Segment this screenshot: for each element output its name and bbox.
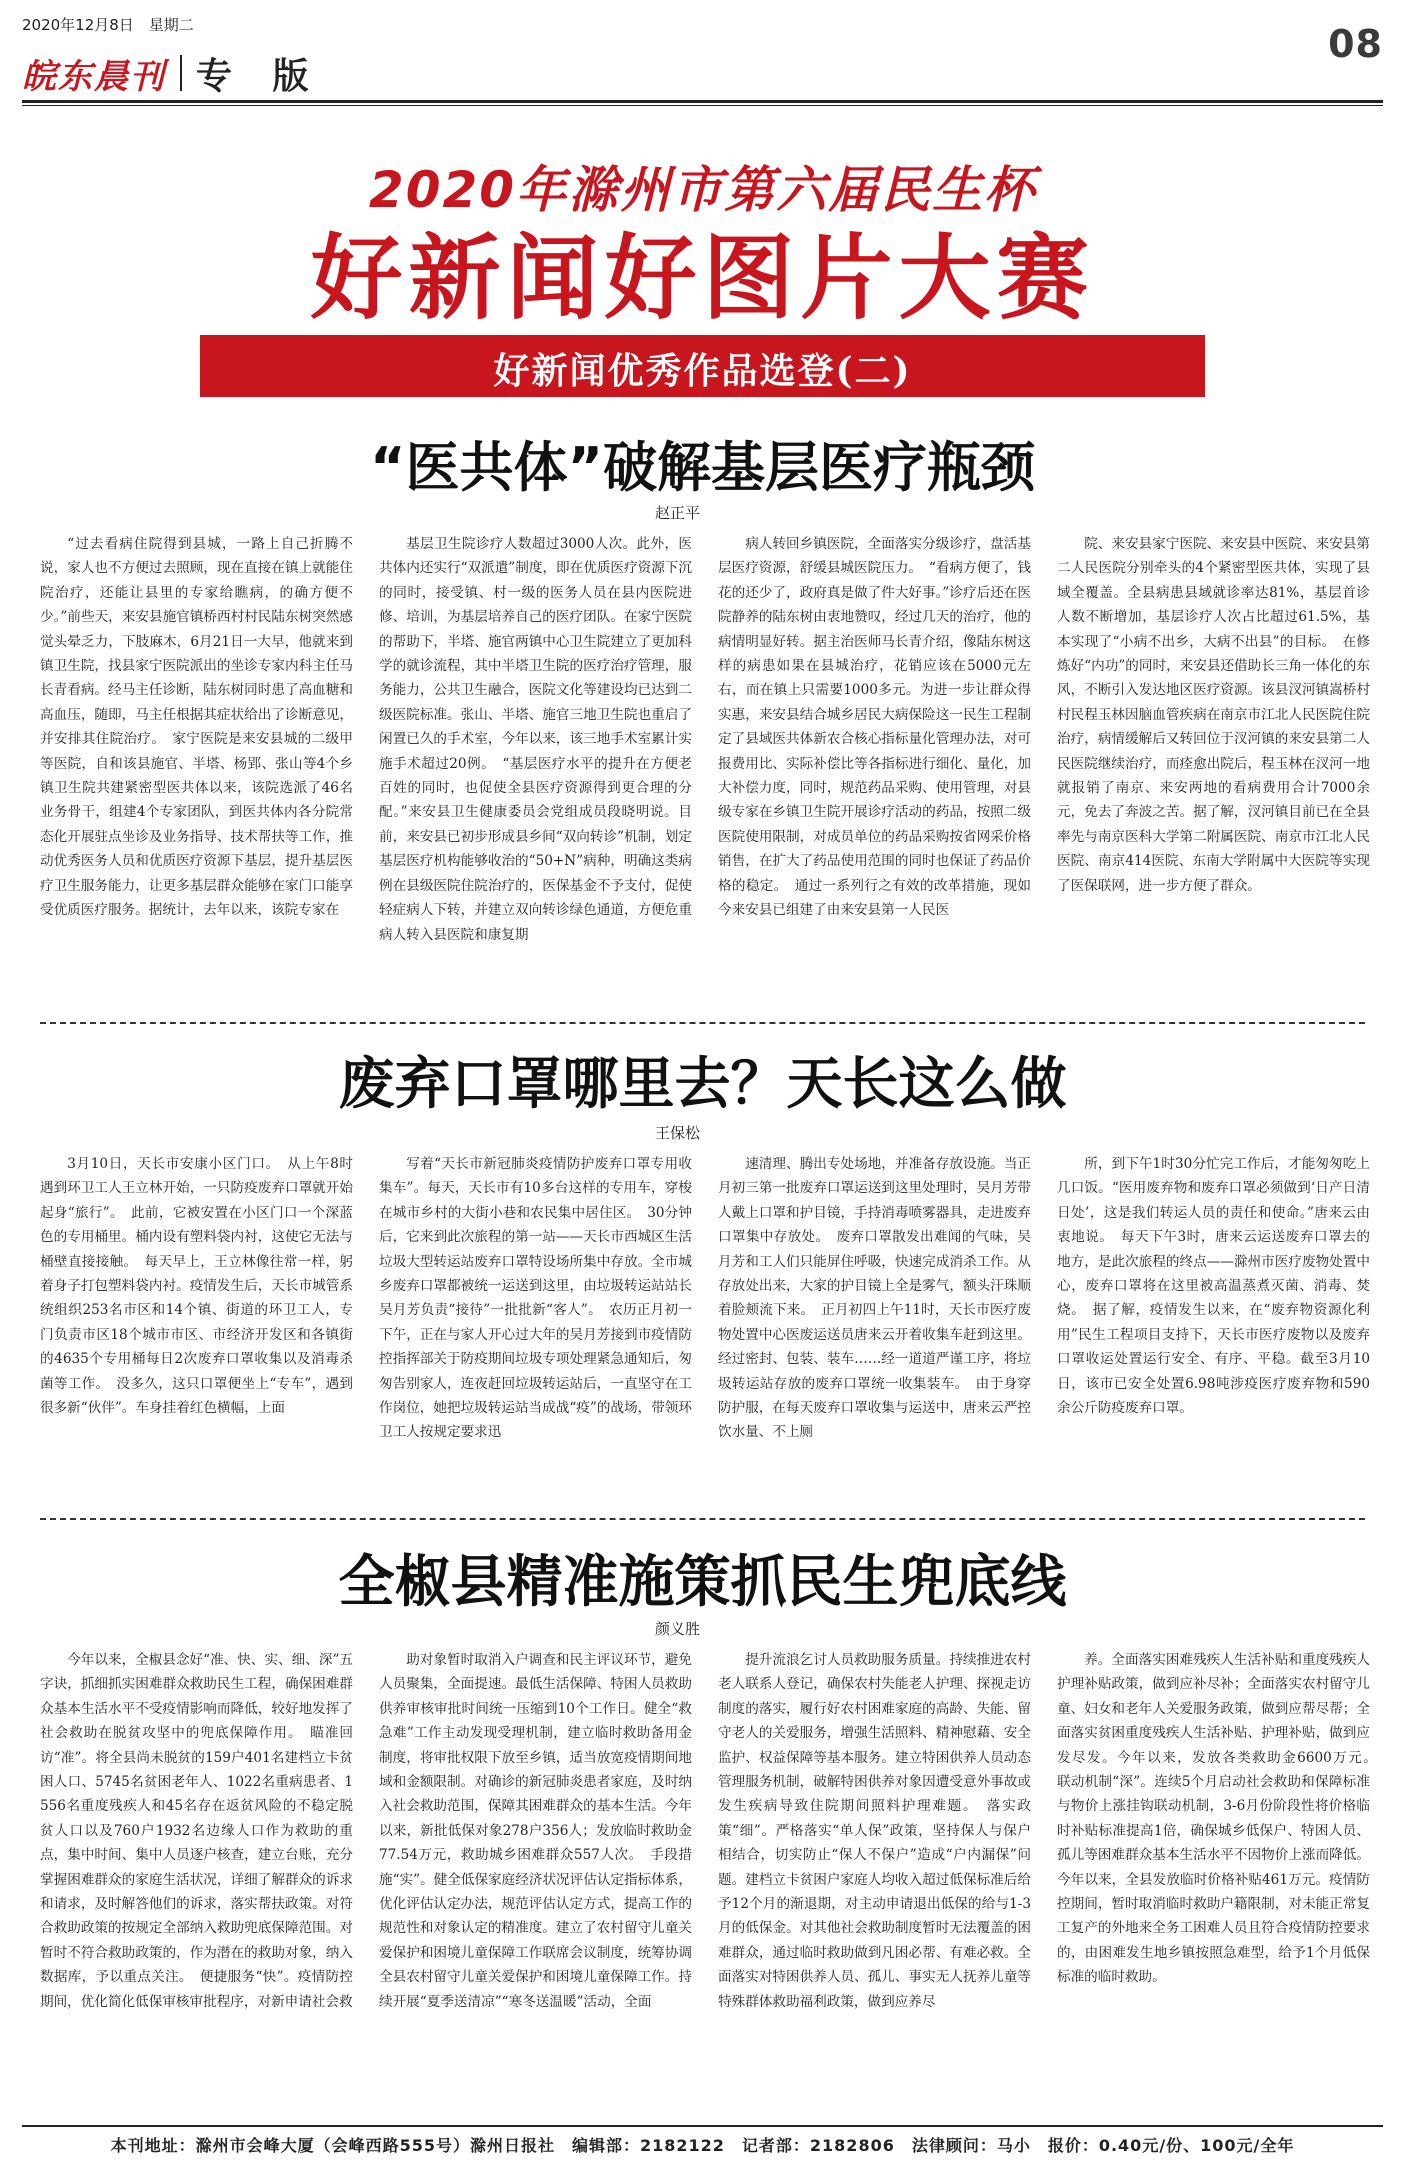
banner-line2: 好新闻好图片大赛 xyxy=(310,225,1095,332)
article-2-author: 王保松 xyxy=(654,1124,700,1142)
page-number: 08 xyxy=(1328,22,1383,66)
issue-date: 2020年12月8日 星期二 xyxy=(22,16,194,34)
article-3-column: 今年以来，全椒县念好“准、快、实、细、深”五字诀，抓细抓实困难群众救助民生工程，确保困难群众基本生活水平不受疫情影响而降低，较好地发挥了社会救助在脱贫攻坚中的兜底保障作用。 瞄准回访“准”。将全县尚未脱贫的159户401名建档立卡贫困人口、5745名贫困老年人、1022名重病患者、1556名重度残疾人和45名存在返贫风险的不稳定脱贫人口以及760户1932名边缘人口作为救助的重点，集中时间、集中人员逐户核查，建立台账，充分掌握困难群众的家庭生活状况，详细了解群众的诉求和请求，及时解答他们的诉求，落实帮扶政策。对符合救助政策的按规定全部纳入救助兜底保障范围。对暂时不符合救助政策的，作为潜在的救助对象，纳入数据库，予以重点关注。 便捷服务“快”。疫情防控期间，优化简化低保审核审批程序，对新申请社会救 xyxy=(40,1652,353,2010)
article-3-title: 全椒县精准施策抓民生兜底线 xyxy=(338,1550,1067,1615)
contest-banner xyxy=(200,150,1205,332)
article-3-column: 提升流浪乞讨人员救助服务质量。持续推进农村老人联系人登记，确保农村失能老人护理、探视走访制度的落实，履行好农村困难家庭的高龄、失能、留守老人的关爱服务，增强生活照料、精神慰藉、安全监护、权益保障等基本服务。建立特困供养人员动态管理服务机制，破解特困供养对象因遭受意外事故或发生疾病导致住院期间照料护理难题。 落实政策“细”。严格落实“单人保”政策，坚持保人与保户相结合，切实防止“保人不保户”造成“户内漏保”问题。建档立卡贫困户家庭人均收入超过低保标准后给予12个月的渐退期，对主动申请退出低保的给与1-3月的低保金。对其他社会救助制度暂时无法覆盖的困难群众，通过临时救助做到凡困必帮、有难必救。全面落实对特困供养人员、孤儿、事实无人抚养儿童等特殊群体救助福利政策，做到应养尽 xyxy=(718,1652,1031,2010)
article-2-column: 所，到下午1时30分忙完工作后，才能匆匆吃上几口饭。“医用废弃物和废弃口罩必须做到‘日产日清日处’，这是我们转运人员的责任和使命。”唐来云由衷地说。 每天下午3时，唐来云运送废弃口罩去的地方，是此次旅程的终点——滁州市医疗废物处置中心，废弃口罩将在这里被高温蒸煮灭菌、消毒、焚烧。 据了解，疫情发生以来，在“废弃物资源化利用”民生工程项目支持下，天长市医疗废物以及废弃口罩收运处置运行安全、有序、平稳。截至3月10日，该市已安全处置6.98吨涉疫医疗废弃物和590余公斤防疫废弃口罩。 xyxy=(1057,1156,1370,1417)
article-2-column: 3月10日，天长市安康小区门口。 从上午8时遇到环卫工人王立林开始，一只防疫废弃口罩就开始起身“旅行”。 此前，它被安置在小区门口一个深蓝色的专用桶里。桶内设有塑料袋内衬，这使它无法与桶壁直接接触。 每天早上，王立林像往常一样，躬着身子打包塑料袋内衬。疫情发生后，天长市城管系统组织253名市区和14个镇、街道的环卫工人，专门负责市区18个城市市区、市经济开发区和各镇街的4635个专用桶每日2次废弃口罩收集以及消毒杀菌等工作。 没多久，这只口罩便坐上“专车”，遇到很多新“伙伴”。车身挂着红色横幅，上面 xyxy=(40,1156,353,1417)
masthead-divider xyxy=(180,55,182,91)
banner-line1: 2020年滁州市第六届民生杯 xyxy=(368,161,1037,219)
article-3-column: 助对象暂时取消入户调查和民主评议环节，避免人员聚集，全面提速。最低生活保障、特困人员救助供养审核审批时间统一压缩到10个工作日。健全“救急难”工作主动发现受理机制，建立临时救助备用金制度，将审批权限下放至乡镇，适当放宽疫情期间地域和金额限制。对确诊的新冠肺炎患者家庭，及时纳入社会救助范围，保障其困难群众的基本生活。今年以来，新批低保对象278户356人；发放临时救助金77.54万元，救助城乡困难群众557人次。 手段措施“实”。健全低保家庭经济状况评估认定指标体系，优化评估认定办法，规范评估认定方式，提高工作的规范性和对象认定的精准度。建立了农村留守儿童关爱保护和困境儿童保障工作联席会议制度，统筹协调全县农村留守儿童关爱保护和困境儿童保障工作。持续开展“夏季送清凉”“寒冬送温暖”活动，全面 xyxy=(379,1652,692,2010)
article-3-column: 养。全面落实困难残疾人生活补贴和重度残疾人护理补贴政策，做到应补尽补；全面落实农村留守儿童、妇女和老年人关爱服务政策，做到应帮尽帮；全面落实贫困重度残疾人生活补贴、护理补贴，做到应发尽发。今年以来，发放各类救助金6600万元。 联动机制“深”。连续5个月启动社会救助和保障标准与物价上涨挂钩联动机制，3-6月份阶段性将价格临时补贴标准提高1倍，确保城乡低保户、特困人员、孤儿等困难群众基本生活水平不因物价上涨而降低。今年以来，全县发放临时价格补贴461万元。疫情防控期间，暂时取消临时救助户籍限制，对未能正常复工复产的外地来全务工困难人员且符合疫情防控要求的，由困难发生地乡镇按照急难型，给予1个月低保标准的临时救助。 xyxy=(1057,1652,1384,1986)
masthead xyxy=(22,48,323,98)
article-3-body xyxy=(40,1648,1384,2114)
article-3-author: 颜义胜 xyxy=(654,1620,700,1638)
banner-subtitle-strip xyxy=(200,335,1205,397)
article-1-column: “过去看病住院得到县城，一路上自己折腾不说，家人也不方便过去照顾，现在直接在镇上就能住院治疗，还能让县里的专家给瞧病，的确方便不少。”前些天，来安县施官镇桥西村村民陆东树突然感觉头晕乏力，下肢麻木，6月21日一大早，他就来到镇卫生院，找县家宁医院派出的坐诊专家内科主任马长青看病。经马主任诊断，陆东树同时患了高血糖和高血压，随即，马主任根据其症状给出了诊断意见，并安排其住院治疗。 家宁医院是来安县城的二级甲等医院，自和该县施官、半塔、杨郢、张山等4个乡镇卫生院共建紧密型医共体以来，该院选派了46名业务骨干，组建4个专家团队，到医共体内各分院常态化开展驻点坐诊及业务指导、技术帮扶等工作，推动优秀医务人员和优质医疗资源下基层，提升基层医疗卫生服务能力，让更多基层群众能够在家门口能享受优质医疗服务。据统计，去年以来，该院专家在 xyxy=(40,536,353,919)
article-1-body xyxy=(40,532,1370,1010)
article-divider xyxy=(40,1022,1365,1024)
article-1-column: 基层卫生院诊疗人数超过3000人次。此外，医共体内还实行“双派遣”制度，即在优质医疗资源下沉的同时，接受镇、村一级的医务人员在县内医院进修、培训，为基层培养自己的医疗团队。在家宁医院的帮助下，半塔、施官两镇中心卫生院建立了更加科学的就诊流程，其中半塔卫生院的医疗治疗管理，服务能力，公共卫生融合，医院文化等建设均已达到二级医院标准。张山、半塔、施官三地卫生院也重启了闲置已久的手术室，今年以来，该三地手术室累计实施手术超过20例。 “基层医疗水平的提升在方便老百姓的同时，也促使全县医疗资源得到更合理的分配。”来安县卫生健康委员会党组成员段晓明说。目前，来安县已初步形成县乡间“双向转诊”机制，划定基层医疗机构能够收治的“50+N”病种，明确这类病例在县级医院住院治疗的，医保基金不予支付，促使轻症病人下转，并建立双向转诊绿色通道，方便危重病人转入县医院和康复期 xyxy=(379,536,692,943)
footer-rule xyxy=(22,2125,1383,2127)
article-1-title: “医共体”破解基层医疗瓶颈 xyxy=(370,436,1035,499)
article-2-column: 写着“天长市新冠肺炎疫情防护废弃口罩专用收集车”。每天，天长市有10多台这样的专用车，穿梭在城市乡村的大街小巷和农民集中居住区。 30分钟后，它来到此次旅程的第一站——天长市西城区生活垃圾大型转运站废弃口罩特设场所集中存放。全市城乡废弃口罩都被统一运送到这里，由垃圾转运站站长吴月芳负责“接待”一批批新“客人”。 农历正月初一下午，正在与家人开心过大年的吴月芳接到市疫情防控指挥部关于防疫期间垃圾专项处理紧急通知后，匆匆告别家人，连夜赶回垃圾转运站后，一直坚守在工作岗位，她把垃圾转运站当成战“疫”的战场，带领环卫工人按规定要求迅 xyxy=(379,1156,692,1441)
article-2-body xyxy=(40,1152,1370,1506)
article-divider xyxy=(40,1518,1365,1520)
brand-logo: 皖东晨刊 xyxy=(22,56,166,97)
header-rule xyxy=(22,100,1383,103)
article-2-column: 速清理、腾出专处场地，并准备存放设施。当正月初三第一批废弃口罩运送到这里处理时，吴月芳带人戴上口罩和护目镜，手持消毒喷雾器具，走进废弃口罩集中存放处。 废弃口罩散发出难闻的气味，吴月芳和工人们只能屏住呼吸，快速完成消杀工作。从存放处出来，大家的护目镜上全是雾气，额头汗珠顺着脸颊流下来。 正月初四上午11时，天长市医疗废物处置中心医废运送员唐来云开着收集车赶到这里。经过密封、包装、装车……经一道道严谨工序，将垃圾转运站存放的废弃口罩统一收集装车。 由于身穿防护服，在每天废弃口罩收集与运送中，唐来云严控饮水量、不上厕 xyxy=(718,1156,1031,1441)
article-1-column: 病人转回乡镇医院，全面落实分级诊疗，盘活基层医疗资源，舒缓县城医院压力。 “看病方便了，钱花的还少了，政府真是做了件大好事。”诊疗后还在医院静养的陆东树由衷地赞叹，经过几天的治疗，他的病情明显好转。据主治医师马长青介绍，像陆东树这样的病患如果在县城治疗，花销应该在5000元左右，而在镇上只需要1000多元。为进一步让群众得实惠，来安县结合城乡居民大病保险这一民生工程制定了县域医共体新农合核心指标量化管理办法，对可报费用比、实际补偿比等各指标进行细化、量化，加大补偿力度，同时，规范药品采购、使用管理，对县级专家在乡镇卫生院开展诊疗活动的药品，按照二级医院使用限制，对成员单位的药品采购按省网采价格销售，在扩大了药品使用范围的同时也保证了药品价格的稳定。 通过一系列行之有效的改革措施，现如今来安县已组建了由来安县第一人民医 xyxy=(718,536,1031,919)
header-rule-thin xyxy=(22,105,1383,106)
article-1-column: 院、来安县家宁医院、来安县中医院、来安县第二人民医院分别牵头的4个紧密型医共体，实现了县域全覆盖。全县病患县域就诊率达81%，基层首诊人数不断增加，基层诊疗人次占比超过61.5%，基本实现了“小病不出乡，大病不出县”的目标。 在修炼好“内功”的同时，来安县还借助长三角一体化的东风，不断引入发达地区医疗资源。该县汊河镇嵩桥村村民程玉林因脑血管疾病在南京市江北人民医院住院治疗，病情缓解后又转回位于汊河镇的来安县第二人民医院继续治疗，而痊愈出院后，程玉林在汊河一地就报销了南京、来安两地的看病费用合计7000余元，免去了奔波之苦。据了解，汊河镇目前已在全县率先与南京医科大学第二附属医院、南京市江北人民医院、南京414医院、东南大学附属中大医院等实现了医保联网，进一步方便了群众。 xyxy=(1057,536,1370,894)
section-name: 专 版 xyxy=(196,54,323,97)
publication-info: 本刊地址：滁州市会峰大厦（会峰西路555号）滁州日报社 编辑部：2182122 记者部：2182806 法律顾问：马小 报价：0.40元/份、100元/全年 xyxy=(110,2136,1295,2155)
article-2-title: 废弃口罩哪里去？天长这么做 xyxy=(338,1052,1067,1117)
article-1-author: 赵正平 xyxy=(654,504,700,522)
banner-subtitle: 好新闻优秀作品选登(二) xyxy=(493,350,912,392)
